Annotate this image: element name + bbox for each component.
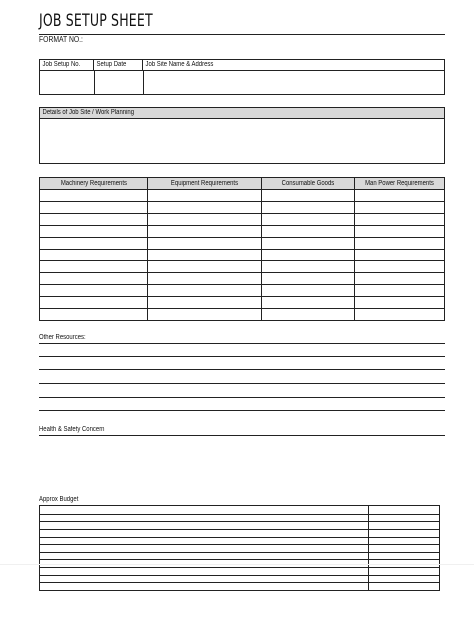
page-edge-line xyxy=(0,564,474,565)
details-header: Details of Job Site / Work Planning xyxy=(40,108,444,119)
job-site-name-header: Job Site Name & Address xyxy=(145,61,214,68)
approx-budget-label: Approx Budget xyxy=(39,496,79,503)
health-safety-label: Health & Safety Concern xyxy=(39,426,105,433)
requirements-table xyxy=(39,177,445,321)
requirements-row[interactable] xyxy=(40,189,444,190)
title-divider xyxy=(39,34,445,35)
budget-row[interactable] xyxy=(40,537,439,538)
other-resources-line[interactable] xyxy=(39,356,445,357)
format-number-label: FORMAT NO.: xyxy=(39,35,83,44)
job-site-details-box[interactable] xyxy=(39,107,445,164)
machinery-requirements-header: Machinery Requirements xyxy=(40,178,147,189)
setup-date-header: Setup Date xyxy=(94,60,143,70)
requirements-row[interactable] xyxy=(40,237,444,238)
other-resources-line[interactable] xyxy=(39,410,445,411)
requirements-row[interactable] xyxy=(40,272,444,273)
job-setup-table xyxy=(39,59,445,95)
requirements-row[interactable] xyxy=(40,201,444,202)
other-resources-line[interactable] xyxy=(39,383,445,384)
budget-row[interactable] xyxy=(40,567,439,568)
page-title: JOB SETUP SHEET xyxy=(39,11,153,31)
requirements-row[interactable] xyxy=(40,284,444,285)
equipment-requirements-header: Equipment Requirements xyxy=(147,178,261,189)
budget-row[interactable] xyxy=(40,552,439,553)
other-resources-line[interactable] xyxy=(39,369,445,370)
job-setup-no-header: Job Setup No. xyxy=(40,60,94,70)
budget-row[interactable] xyxy=(40,529,439,530)
budget-row[interactable] xyxy=(40,582,439,583)
requirements-row[interactable] xyxy=(40,308,444,309)
job-setup-header-row xyxy=(40,60,444,71)
other-resources-line[interactable] xyxy=(39,343,445,344)
budget-row[interactable] xyxy=(40,544,439,545)
requirements-row[interactable] xyxy=(40,260,444,261)
health-safety-line[interactable] xyxy=(39,435,445,436)
budget-row[interactable] xyxy=(40,521,439,522)
requirements-row[interactable] xyxy=(40,249,444,250)
other-resources-line[interactable] xyxy=(39,397,445,398)
budget-row[interactable] xyxy=(40,514,439,515)
requirements-row[interactable] xyxy=(40,213,444,214)
setup-date-cell[interactable] xyxy=(143,71,144,94)
requirements-row[interactable] xyxy=(40,296,444,297)
consumable-goods-header: Consumable Goods xyxy=(261,178,354,189)
other-resources-label: Other Resources: xyxy=(39,334,86,341)
budget-row[interactable] xyxy=(40,575,439,576)
budget-col-divider xyxy=(368,506,369,590)
job-setup-no-cell[interactable] xyxy=(94,71,95,94)
budget-table xyxy=(39,505,440,591)
requirements-row[interactable] xyxy=(40,225,444,226)
man-power-requirements-header: Man Power Requirements xyxy=(354,178,444,189)
budget-row[interactable] xyxy=(40,559,439,560)
